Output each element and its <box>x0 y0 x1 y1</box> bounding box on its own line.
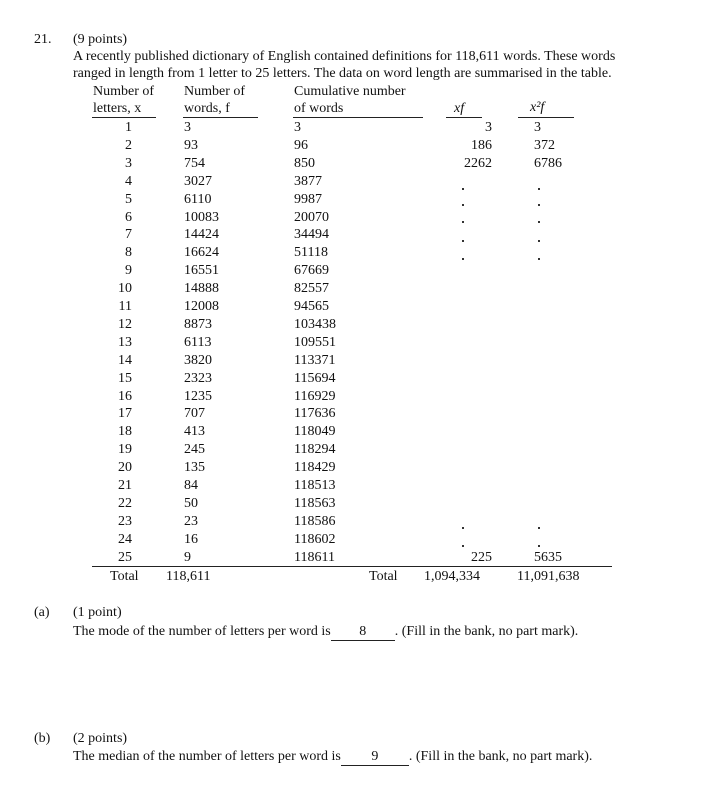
header-underline-f <box>183 117 258 118</box>
cell-x: 5 <box>125 191 132 207</box>
cell-x: 7 <box>125 227 132 243</box>
table-row <box>0 317 721 335</box>
part-b-text <box>73 749 592 766</box>
cell-x: 12 <box>118 316 132 332</box>
cell-cumulative: 118602 <box>294 531 336 547</box>
cell-cumulative: 82557 <box>294 281 329 297</box>
total-xf: 1,094,334 <box>424 569 480 584</box>
cell-x: 24 <box>118 531 132 547</box>
table-row <box>0 496 721 514</box>
cell-f: 1235 <box>184 388 212 404</box>
cell-f: 23 <box>184 513 198 529</box>
cell-x2f: 6786 <box>534 155 562 171</box>
cell-x: 18 <box>118 424 132 440</box>
cell-f: 16 <box>184 531 198 547</box>
cell-x: 4 <box>125 173 132 189</box>
cell-cumulative: 118294 <box>294 442 336 458</box>
header-underline-x <box>92 117 156 118</box>
header-underline-xf <box>446 117 482 118</box>
cell-cumulative: 118586 <box>294 513 336 529</box>
cell-f: 754 <box>184 155 205 171</box>
part-a-text <box>73 624 578 641</box>
header-underline-x2f <box>518 117 574 118</box>
part-b-label: (b) <box>34 731 51 746</box>
table-row <box>0 281 721 299</box>
table-bottom-rule <box>92 566 612 567</box>
cell-f: 2323 <box>184 370 212 386</box>
total-x2f: 11,091,638 <box>517 569 580 584</box>
question-number: 21. <box>34 32 52 47</box>
cell-f: 3820 <box>184 352 212 368</box>
table-row <box>0 424 721 442</box>
cell-xf: 2262 <box>464 155 492 171</box>
cell-cumulative: 850 <box>294 155 315 171</box>
header-x2f: x²f <box>530 100 545 115</box>
table-row <box>0 460 721 478</box>
table-row <box>0 156 721 174</box>
cell-cumulative: 3 <box>294 120 301 135</box>
cell-x: 11 <box>118 299 132 314</box>
header-cumulative-line-1: Cumulative number <box>294 84 406 99</box>
cell-cumulative: 34494 <box>294 227 329 243</box>
cell-cumulative: 3877 <box>294 173 322 189</box>
part-b-answer-blank[interactable]: 9 <box>341 749 409 766</box>
cell-x: 13 <box>118 334 132 350</box>
cell-x: 21 <box>118 478 132 493</box>
table-row <box>0 550 721 568</box>
table-row <box>0 389 721 407</box>
total-label-2: Total <box>369 569 398 584</box>
cell-f: 6110 <box>184 191 212 207</box>
total-label: Total <box>110 569 139 584</box>
cell-x: 9 <box>125 263 132 279</box>
part-a-text-before: The mode of the number of letters per word is <box>73 624 331 639</box>
ellipsis-dot <box>538 221 540 223</box>
cell-x: 6 <box>125 209 132 225</box>
cell-cumulative: 103438 <box>294 316 336 332</box>
cell-x: 22 <box>118 495 132 511</box>
cell-f: 413 <box>184 424 205 440</box>
cell-cumulative: 9987 <box>294 191 322 207</box>
cell-cumulative: 118429 <box>294 460 336 476</box>
cell-x2f: 5635 <box>534 549 562 565</box>
table-row <box>0 371 721 389</box>
table-row <box>0 227 721 245</box>
cell-cumulative: 94565 <box>294 299 329 314</box>
cell-cumulative: 117636 <box>294 406 336 422</box>
header-x-line-1: Number of <box>93 84 155 99</box>
cell-f: 3027 <box>184 173 212 189</box>
table-row <box>0 532 721 550</box>
cell-cumulative: 67669 <box>294 263 329 279</box>
cell-x: 10 <box>118 281 132 297</box>
header-x-line-2: letters, x <box>93 101 142 116</box>
cell-f: 245 <box>184 442 205 458</box>
cell-cumulative: 113371 <box>294 352 336 368</box>
cell-cumulative: 118563 <box>294 495 336 511</box>
ellipsis-dot <box>462 221 464 223</box>
cell-cumulative: 51118 <box>294 245 328 261</box>
table-row <box>0 442 721 460</box>
question-points: (9 points) <box>73 32 128 47</box>
ellipsis-dot <box>462 204 464 206</box>
cell-f: 6113 <box>184 334 212 350</box>
cell-f: 9 <box>184 549 191 565</box>
cell-x: 8 <box>125 245 132 261</box>
question-intro-line-2: ranged in length from 1 letter to 25 letters. The data on word length are summarised in the table. <box>73 66 612 81</box>
cell-x: 19 <box>118 442 132 458</box>
part-a-text-after: . (Fill in the bank, no part mark). <box>394 624 579 639</box>
cell-x: 14 <box>118 352 132 368</box>
table-row <box>0 263 721 281</box>
cell-f: 16551 <box>184 263 219 279</box>
part-a-points: (1 point) <box>73 605 122 620</box>
cell-cumulative: 118513 <box>294 478 336 493</box>
table-row <box>0 353 721 371</box>
ellipsis-dot <box>462 527 464 529</box>
ellipsis-dot <box>462 188 464 190</box>
cell-f: 14888 <box>184 281 219 297</box>
cell-f: 84 <box>184 478 198 493</box>
cell-xf: 186 <box>471 137 492 153</box>
header-xf: xf <box>454 101 465 116</box>
cell-cumulative: 116929 <box>294 388 336 404</box>
table-row <box>0 245 721 263</box>
cell-f: 12008 <box>184 299 219 314</box>
part-a-label: (a) <box>34 605 50 620</box>
part-a-answer-blank[interactable]: 8 <box>331 624 395 641</box>
cell-cumulative: 20070 <box>294 209 329 225</box>
header-f-line-2: words, f <box>184 101 230 116</box>
header-underline-cumulative <box>293 117 423 118</box>
cell-x2f: 3 <box>534 120 541 135</box>
cell-x: 1 <box>125 120 132 135</box>
ellipsis-dot <box>462 545 464 547</box>
cell-x: 16 <box>118 388 132 404</box>
cell-x2f: 372 <box>534 137 555 153</box>
cell-x: 2 <box>125 137 132 153</box>
cell-x: 23 <box>118 513 132 529</box>
header-cumulative-line-2: of words <box>294 101 344 116</box>
cell-x: 15 <box>118 370 132 386</box>
cell-f: 50 <box>184 495 198 511</box>
table-row <box>0 138 721 156</box>
total-f: 118,611 <box>166 569 211 584</box>
ellipsis-dot <box>462 258 464 260</box>
cell-f: 14424 <box>184 227 219 243</box>
cell-cumulative: 96 <box>294 137 308 153</box>
ellipsis-dot <box>538 258 540 260</box>
cell-xf: 3 <box>485 120 492 135</box>
table-row <box>0 174 721 192</box>
part-b-text-before: The median of the number of letters per word is <box>73 749 341 764</box>
cell-x: 20 <box>118 460 132 476</box>
cell-f: 10083 <box>184 209 219 225</box>
ellipsis-dot <box>538 188 540 190</box>
cell-cumulative: 115694 <box>294 370 336 386</box>
ellipsis-dot <box>538 240 540 242</box>
part-b-text-after: . (Fill in the bank, no part mark). <box>408 749 593 764</box>
ellipsis-dot <box>462 240 464 242</box>
table-row <box>0 478 721 496</box>
ellipsis-dot <box>538 545 540 547</box>
cell-cumulative: 109551 <box>294 334 336 350</box>
table-row <box>0 514 721 532</box>
cell-x: 3 <box>125 155 132 171</box>
cell-f: 8873 <box>184 316 212 332</box>
header-f-line-1: Number of <box>184 84 246 99</box>
table-row <box>0 299 721 317</box>
cell-xf: 225 <box>471 549 492 565</box>
cell-x: 17 <box>118 406 132 422</box>
question-intro-line-1: A recently published dictionary of English contained definitions for 118,611 words. These words <box>73 49 616 64</box>
cell-f: 3 <box>184 120 191 135</box>
part-b-points: (2 points) <box>73 731 128 746</box>
cell-f: 93 <box>184 137 198 153</box>
table-row <box>0 120 721 138</box>
cell-f: 135 <box>184 460 205 476</box>
table-row <box>0 210 721 228</box>
cell-f: 16624 <box>184 245 219 261</box>
cell-x: 25 <box>118 549 132 565</box>
table-row <box>0 335 721 353</box>
ellipsis-dot <box>538 204 540 206</box>
cell-cumulative: 118049 <box>294 424 336 440</box>
ellipsis-dot <box>538 527 540 529</box>
table-row <box>0 406 721 424</box>
cell-f: 707 <box>184 406 205 422</box>
cell-cumulative: 118611 <box>294 549 335 565</box>
table-row <box>0 192 721 210</box>
